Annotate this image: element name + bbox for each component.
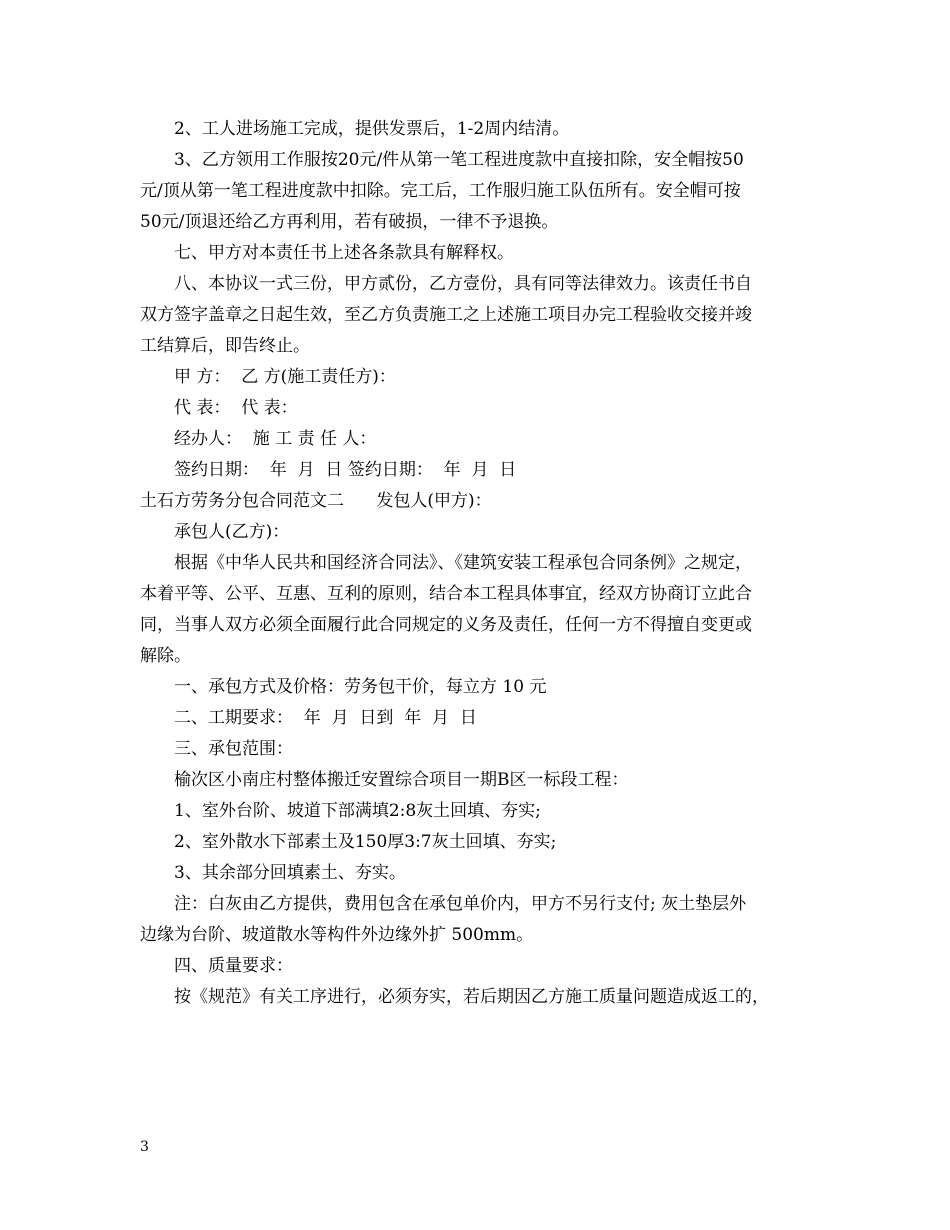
text-line: 甲 方： 乙 方(施工责任方)： xyxy=(174,367,396,387)
text-line: 2、工人进场施工完成，提供发票后，1-2周内结清。 xyxy=(174,119,570,139)
text-line: 本着平等、公平、互惠、互利的原则，结合本工程具体事宜，经双方协商订立此合 xyxy=(140,584,752,604)
text-line: 边缘为台阶、坡道散水等构件外边缘外扩 500mm。 xyxy=(140,925,534,945)
text-line: 二、工期要求： 年 月 日到 年 月 日 xyxy=(174,708,477,728)
text-line: 50元/顶退还给乙方再利用，若有破损，一律不予退换。 xyxy=(140,212,559,232)
text-line: 三、承包范围： xyxy=(174,739,293,759)
text-line: 榆次区小南庄村整体搬迁安置综合项目一期B区一标段工程： xyxy=(174,770,629,790)
text-line: 2、室外散水下部素土及150厚3:7灰土回填、夯实; xyxy=(174,832,557,852)
text-line: 一、承包方式及价格：劳务包干价，每立方 10 元 xyxy=(174,677,547,697)
text-line: 按《规范》有关工序进行，必须夯实，若后期因乙方施工质量问题造成返工的， xyxy=(174,987,769,1007)
text-line: 四、质量要求： xyxy=(174,956,293,976)
text-line: 同，当事人双方必须全面履行此合同规定的义务及责任，任何一方不得擅自变更或 xyxy=(140,615,752,635)
text-line: 代 表： 代 表： xyxy=(174,398,298,418)
text-line: 注：白灰由乙方提供，费用包含在承包单价内，甲方不另行支付; 灰土垫层外 xyxy=(174,894,747,914)
document-body xyxy=(140,114,820,1013)
text-line: 签约日期： 年 月 日 签约日期： 年 月 日 xyxy=(174,460,517,480)
text-line: 3、乙方领用工作服按20元/件从第一笔工程进度款中直接扣除，安全帽按50 xyxy=(174,150,744,170)
text-line: 八、本协议一式三份，甲方贰份，乙方壹份，具有同等法律效力。该责任书自 xyxy=(174,274,752,294)
text-line: 工结算后，即告终止。 xyxy=(140,336,310,356)
text-line: 经办人： 施 工 责 任 人： xyxy=(174,429,377,449)
text-line: 七、甲方对本责任书上述各条款具有解释权。 xyxy=(174,243,514,263)
text-line: 1、室外台阶、坡道下部满填2:8灰土回填、夯实; xyxy=(174,801,541,821)
text-line: 根据《中华人民共和国经济合同法》、《建筑安装工程承包合同条例》之规定， xyxy=(174,553,752,573)
text-line: 元/顶从第一笔工程进度款中扣除。完工后，工作服归施工队伍所有。安全帽可按 xyxy=(140,181,741,201)
page-number: 3 xyxy=(140,1139,149,1155)
text-line: 解除。 xyxy=(140,646,191,666)
text-line: 承包人(乙方)： xyxy=(174,522,290,542)
text-line: 双方签字盖章之日起生效，至乙方负责施工之上述施工项目办完工程验收交接并竣 xyxy=(140,305,752,325)
text-line: 土石方劳务分包合同范文二 发包人(甲方)： xyxy=(140,491,492,511)
text-line: 3、其余部分回填素土、夯实。 xyxy=(174,863,406,883)
